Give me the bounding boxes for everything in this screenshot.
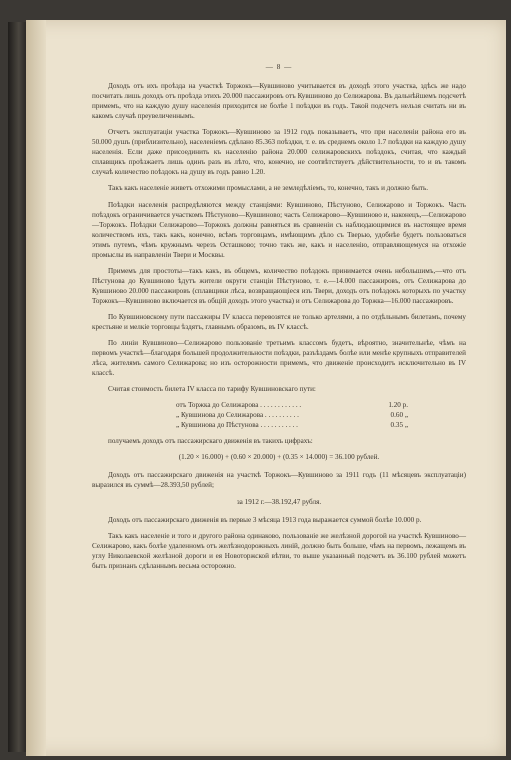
revenue-intro: получаемъ доходъ отъ пассажирскаго движенія въ такихъ цифрахъ:	[108, 437, 313, 446]
revenue-formula: (1.20 × 16.000) + (0.60 × 20.000) + (0.35 × 14.000) = 36.100 рублей.	[178, 453, 380, 462]
paragraph: Такъ какъ населеніе живетъ отхожими промыслами, а не земледѣліемъ, то, конечно, такъ и должно быть.	[108, 184, 429, 193]
paragraph: По Кувшиновскому пути пассажиры IV класса перевозятся не только артелями, а по отдѣльнымъ билетамъ, почему крестьяне и мелкіе торговцы ѣздятъ, главнымъ образомъ, въ IV классѣ.	[92, 312, 466, 332]
page-text	[92, 62, 466, 577]
paragraph: По линіи Кувшиново—Селижарово пользованіе третьимъ классомъ будетъ, вѣроятно, значительнѣе, чѣмъ на первомъ участкѣ—благодаря большей продолжительности поѣздки, разъѣздамъ болѣе или менѣе крупныхъ отправителей лѣса, жителямъ самого Селижарова; но изъ осторожности примемъ, что движеніе происходитъ исключительно въ IV классѣ.	[92, 339, 466, 378]
paragraph: Отчетъ эксплуатаціи участка Торжокъ—Кувшиново за 1912 годъ показываетъ, что при населеніи района его въ 50.000 душъ (приблизительно), населеніемъ сдѣлано 85.363 поѣздки, т. е. въ среднемъ около 1.7 поѣздки на каждую душу населенія. Если даже присоединить къ населенію района 20.000 селижаровскихъ поѣздокъ, считая, что каждый сплавщикъ проѣзжаетъ лишь одинъ разъ въ лѣто, что, конечно, не соотвѣтствуетъ дѣйствительности, то и въ такомъ случаѣ количество поѣздокъ на душу въ годъ равно 1.20.	[92, 128, 466, 177]
book-binding	[8, 22, 26, 752]
paragraph-final: Такъ какъ населеніе и того и другого района одинаково, пользованіе же желѣзной дорогой на участкѣ Кувшиново—Селижарово, какъ болѣе удаленномъ отъ желѣзнодорожныхъ линій, должно быть больше, чѣмъ на первомъ, лежащемъ въ углу Николаевской желѣзной дороги и ея Новоторжской вѣтви, то выше указанный подсчетъ въ 36.100 рублей можетъ быть признанъ сдѣланнымъ весьма осторожно.	[92, 531, 466, 570]
fare-row	[92, 410, 466, 420]
paragraph: Доходъ отъ ихъ проѣзда на участкѣ Торжокъ—Кувшиново учитывается въ доходѣ этого участка, здѣсь же надо посчитать лишь доходъ отъ проѣзда этихъ 20.000 пассажировъ отъ Кувшиново до Селижарова. Въ дальнѣйшемъ подсчетѣ примемъ, что на каждую душу населенія приходится не болѣе 1 поѣздки въ годъ. Такой подсчетъ нельзя считать ни въ какомъ случаѣ преувеличеннымъ.	[92, 82, 466, 121]
paragraph: Поѣздки населенія распредѣляются между станціями: Кувшиново, Пѣстуново, Селижарово и Торжокъ. Часть поѣздокъ ограничивается участкомъ Пѣстуново—Кувшиново; часть Селижарово—Кувшиново и, наконецъ,—Селижарово—Торжокъ. Поѣздки Селижарово—Торжокъ должны равняться въ сравненіи съ наблюдающимися въ настоящее время количествомъ ихъ, такъ какъ, конечно, всѣмъ торговцамъ, имѣющимъ дѣло съ Тверью, удобнѣе будетъ пользоваться этимъ путемъ, чѣмъ кружнымъ черезъ Осташково; точно такъ же, какъ и населенію, отправляющемуся на отхожіе промыслы въ направленіи Твери и Москвы.	[92, 200, 466, 259]
fare-route: „ Кувшинова до Пѣстунова . . . . . . . . . . .	[176, 421, 298, 430]
fare-row	[92, 420, 466, 430]
paragraph: Примемъ для простоты—такъ какъ, въ общемъ, количество поѣздокъ принимается очень небольшимъ,—что отъ Пѣстунова до Кувшиново ѣдутъ жители округи станціи Пѣстуново, т. е.—14.000 пассажировъ, отъ Селижарова до Кувшиново 20.000 пассажировъ (сплавщики лѣса, возвращающіеся изъ Твери, доходъ отъ поѣздокъ которыхъ по участку Торжокъ—Кувшиново включается въ общій доходъ этого участка) и отъ Селижарова до Торжка—16.000 пассажировъ.	[92, 266, 466, 305]
fare-route: отъ Торжка до Селижарова . . . . . . . . . . . .	[176, 401, 302, 410]
fare-row	[92, 400, 466, 410]
fare-price: 1.20 р.	[388, 401, 408, 410]
revenue-1912: за 1912 г.—38.192,47 рубля.	[236, 497, 322, 506]
fare-table	[92, 400, 466, 430]
paragraph-1911: Доходъ отъ пассажирскаго движенія на участкѣ Торжокъ—Кувшиново за 1911 годъ (11 мѣсяцевъ эксплуатаціи) выразился въ суммѣ—28.393,50 рублей;	[92, 471, 466, 490]
fare-price: 0.35 „	[390, 421, 408, 430]
fare-intro: Считая стоимость билета IV класса по тарифу Кувшиновскаго пути:	[108, 385, 316, 394]
fare-route: „ Кувшинова до Селижарова . . . . . . . . . .	[176, 411, 299, 420]
fare-price: 0.60 „	[390, 411, 408, 420]
page-number: — 8 —	[265, 63, 293, 71]
paragraph-1913: Доходъ отъ пассажирскаго движенія въ первые 3 мѣсяца 1913 года выражается суммой болѣе 10.000 р.	[108, 515, 422, 524]
page-gutter-shadow	[26, 20, 46, 756]
